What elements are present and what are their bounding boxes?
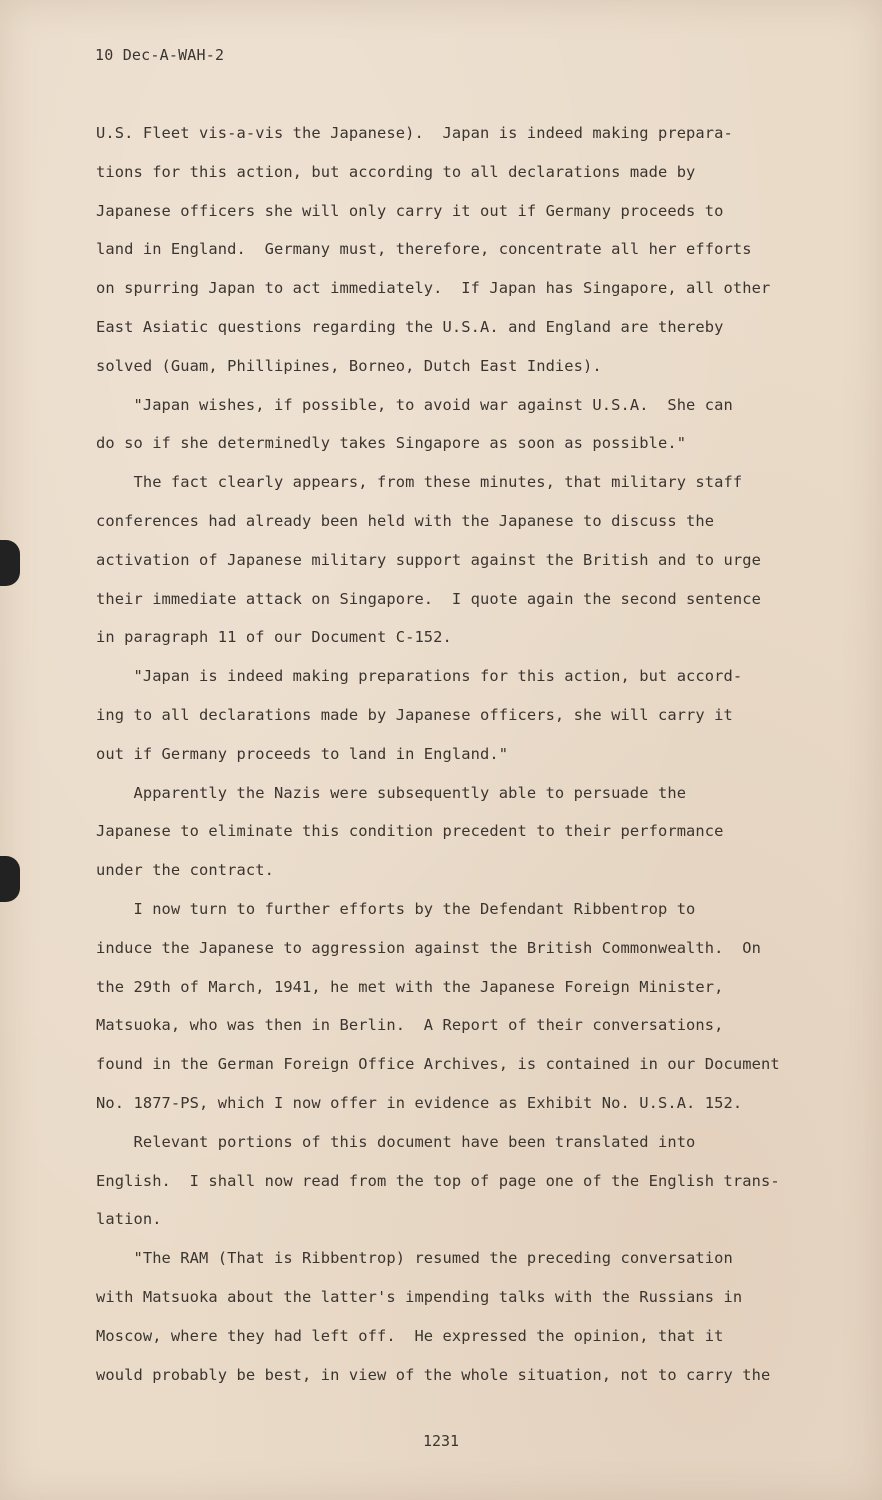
text-line: conferences had already been held with the Japanese to discuss the [96,511,715,530]
text-line: Apparently the Nazis were subsequently able to persuade the [96,783,687,802]
body-text [96,114,808,1394]
text-line: tions for this action, but according to all declarations made by [96,162,696,181]
text-line: on spurring Japan to act immediately. If Japan has Singapore, all other [96,279,771,298]
text-line: land in England. Germany must, therefore, concentrate all her efforts [96,240,752,259]
text-line: Moscow, where they had left off. He expressed the opinion, that it [96,1326,724,1345]
text-line: Japanese officers she will only carry it out if Germany proceeds to [96,201,724,220]
text-line: The fact clearly appears, from these minutes, that military staff [96,473,743,492]
punch-hole-bottom [0,856,20,902]
text-line: induce the Japanese to aggression against the British Commonwealth. On [96,938,761,957]
text-line: ing to all declarations made by Japanese officers, she will carry it [96,705,733,724]
text-line: "Japan wishes, if possible, to avoid war against U.S.A. She can [96,395,733,414]
text-line: "The RAM (That is Ribbentrop) resumed the preceding conversation [96,1249,733,1268]
text-line: solved (Guam, Phillipines, Borneo, Dutch East Indies). [96,356,602,375]
text-line: do so if she determinedly takes Singapore as soon as possible." [96,434,687,453]
page-number: 1231 [422,1432,460,1450]
text-line: East Asiatic questions regarding the U.S.A. and England are thereby [96,317,724,336]
text-line: Matsuoka, who was then in Berlin. A Report of their conversations, [96,1016,724,1035]
text-line: Japanese to eliminate this condition precedent to their performance [96,822,724,841]
text-line: found in the German Foreign Office Archives, is contained in our Document [96,1055,780,1074]
text-line: their immediate attack on Singapore. I quote again the second sentence [96,589,761,608]
text-line: with Matsuoka about the latter's impending talks with the Russians in [96,1287,743,1306]
text-line: U.S. Fleet vis-a-vis the Japanese). Japan is indeed making prepara- [96,124,733,142]
text-line: English. I shall now read from the top of page one of the English trans- [96,1171,780,1190]
text-line: in paragraph 11 of our Document C-152. [96,628,452,647]
punch-hole-top [0,540,20,586]
text-line: lation. [96,1210,162,1229]
text-line: I now turn to further efforts by the Defendant Ribbentrop to [96,899,696,918]
text-line: would probably be best, in view of the whole situation, not to carry the [96,1365,771,1384]
text-line: out if Germany proceeds to land in England." [96,744,509,763]
text-line: "Japan is indeed making preparations for this action, but accord- [96,667,743,686]
text-line: activation of Japanese military support against the British and to urge [96,550,761,569]
document-reference: 10 Dec-A-WAH-2 [95,46,225,64]
text-line: No. 1877-PS, which I now offer in evidence as Exhibit No. U.S.A. 152. [96,1093,743,1112]
text-line: Relevant portions of this document have been translated into [96,1132,696,1151]
text-line: under the contract. [96,861,274,880]
text-line: the 29th of March, 1941, he met with the Japanese Foreign Minister, [96,977,724,996]
